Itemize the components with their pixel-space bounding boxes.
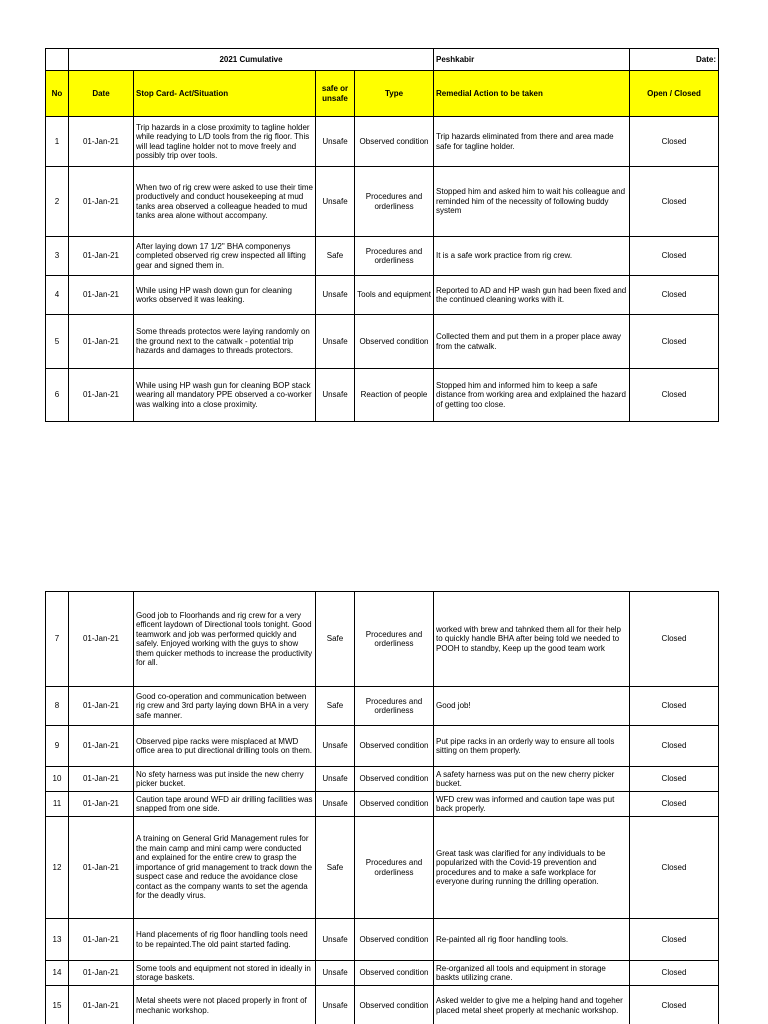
- row-type: Procedures and orderliness: [355, 237, 434, 276]
- row-safety: Unsafe: [316, 792, 355, 817]
- row-act: Good job to Floorhands and rig crew for a very efficent laydown of Directional tools tonight. Good teamwork and job was performed quickly and safely. Enjoyed working with the guys to show them quicker methods to increase the productivity for all.: [134, 592, 316, 687]
- date-label: Date:: [630, 49, 719, 71]
- table-row: [46, 167, 719, 237]
- row-date: 01-Jan-21: [69, 817, 134, 919]
- table-row: [46, 961, 719, 986]
- row-status: Closed: [630, 117, 719, 167]
- row-status: Closed: [630, 167, 719, 237]
- table-row: [46, 592, 719, 687]
- row-type: Procedures and orderliness: [355, 592, 434, 687]
- row-action: Great task was clarified for any individuals to be popularized with the Covid-19 prevention and procedures and to make a safe workplace for everyone during running the drilling operation.: [434, 817, 630, 919]
- title-blank-cell: [46, 49, 69, 71]
- row-safety: Safe: [316, 592, 355, 687]
- row-date: 01-Jan-21: [69, 237, 134, 276]
- row-type: Observed condition: [355, 919, 434, 961]
- row-no: 15: [46, 986, 69, 1024]
- table-row: [46, 369, 719, 422]
- table-row: [46, 276, 719, 315]
- row-act: Some threads protectos were laying randomly on the ground next to the catwalk - potential trip hazards and damages to threads protectors.: [134, 315, 316, 369]
- row-act: Metal sheets were not placed properly in front of mechanic workshop.: [134, 986, 316, 1024]
- row-type: Observed condition: [355, 726, 434, 767]
- row-safety: Unsafe: [316, 369, 355, 422]
- col-header-date: Date: [69, 71, 134, 117]
- stop-card-table-page-1: [45, 48, 719, 422]
- row-safety: Unsafe: [316, 767, 355, 792]
- row-no: 4: [46, 276, 69, 315]
- row-status: Closed: [630, 726, 719, 767]
- row-action: Stopped him and asked him to wait his colleague and reminded him of the necessity of following buddy system: [434, 167, 630, 237]
- row-type: Observed condition: [355, 315, 434, 369]
- row-act: Some tools and equipment not stored in ideally in storage baskets.: [134, 961, 316, 986]
- row-date: 01-Jan-21: [69, 117, 134, 167]
- table-row: [46, 315, 719, 369]
- row-safety: Unsafe: [316, 276, 355, 315]
- row-safety: Safe: [316, 687, 355, 726]
- row-date: 01-Jan-21: [69, 986, 134, 1024]
- table-row: [46, 237, 719, 276]
- row-status: Closed: [630, 592, 719, 687]
- table-row: [46, 817, 719, 919]
- row-no: 12: [46, 817, 69, 919]
- row-action: Trip hazards eliminated from there and area made safe for tagline holder.: [434, 117, 630, 167]
- row-safety: Unsafe: [316, 167, 355, 237]
- row-action: Re-organized all tools and equipment in storage baskts utilizing crane.: [434, 961, 630, 986]
- row-status: Closed: [630, 369, 719, 422]
- row-date: 01-Jan-21: [69, 315, 134, 369]
- table-row: [46, 726, 719, 767]
- stop-card-table-page-2: [45, 591, 719, 1024]
- row-act: When two of rig crew were asked to use their time productively and conduct housekeeping at mud tanks area observed a colleague headed to mud tanks area alone without accompany.: [134, 167, 316, 237]
- row-action: It is a safe work practice from rig crew.: [434, 237, 630, 276]
- row-type: Procedures and orderliness: [355, 817, 434, 919]
- row-no: 7: [46, 592, 69, 687]
- row-no: 10: [46, 767, 69, 792]
- row-type: Observed condition: [355, 961, 434, 986]
- location-name: Peshkabir: [434, 49, 630, 71]
- row-status: Closed: [630, 919, 719, 961]
- row-safety: Unsafe: [316, 117, 355, 167]
- row-type: Reaction of people: [355, 369, 434, 422]
- row-action: worked with brew and tahnked them all for their help to quickly handle BHA after being told we needed to POOH to standby, Keep up the good team work: [434, 592, 630, 687]
- table-row: [46, 986, 719, 1024]
- row-date: 01-Jan-21: [69, 369, 134, 422]
- row-status: Closed: [630, 767, 719, 792]
- row-status: Closed: [630, 961, 719, 986]
- row-date: 01-Jan-21: [69, 919, 134, 961]
- row-act: Hand placements of rig floor handling tools need to be repainted.The old paint started fading.: [134, 919, 316, 961]
- row-action: Asked welder to give me a helping hand and togeher placed metal sheet properly at mechanic workshop.: [434, 986, 630, 1024]
- col-header-no: No: [46, 71, 69, 117]
- row-action: Stopped him and informed him to keep a safe distance from working area and exlplained the hazard of getting too close.: [434, 369, 630, 422]
- row-date: 01-Jan-21: [69, 792, 134, 817]
- row-action: Put pipe racks in an orderly way to ensure all tools sitting on them properly.: [434, 726, 630, 767]
- row-status: Closed: [630, 315, 719, 369]
- row-type: Observed condition: [355, 117, 434, 167]
- column-header-row: [46, 71, 719, 117]
- row-type: Procedures and orderliness: [355, 167, 434, 237]
- row-act: A training on General Grid Management rules for the main camp and mini camp were conducted and explained for the entire crew to grasp the importance of grid management to track down the suspect case and reduce the avoidance close contact as the company wants to set the agenda for the deadly virus.: [134, 817, 316, 919]
- row-action: Collected them and put them in a proper place away from the catwalk.: [434, 315, 630, 369]
- col-header-action: Remedial Action to be taken: [434, 71, 630, 117]
- row-date: 01-Jan-21: [69, 687, 134, 726]
- col-header-act: Stop Card- Act/Situation: [134, 71, 316, 117]
- col-header-status: Open / Closed: [630, 71, 719, 117]
- row-no: 8: [46, 687, 69, 726]
- row-act: While using HP wash down gun for cleaning works observed it was leaking.: [134, 276, 316, 315]
- row-date: 01-Jan-21: [69, 726, 134, 767]
- row-status: Closed: [630, 792, 719, 817]
- row-no: 9: [46, 726, 69, 767]
- row-safety: Safe: [316, 817, 355, 919]
- row-safety: Unsafe: [316, 986, 355, 1024]
- row-date: 01-Jan-21: [69, 276, 134, 315]
- row-type: Tools and equipment: [355, 276, 434, 315]
- row-act: No sfety harness was put inside the new cherry picker bucket.: [134, 767, 316, 792]
- row-act: Observed pipe racks were misplaced at MWD office area to put directional drilling tools on them.: [134, 726, 316, 767]
- row-no: 3: [46, 237, 69, 276]
- row-action: WFD crew was informed and caution tape was put back properly.: [434, 792, 630, 817]
- row-type: Procedures and orderliness: [355, 687, 434, 726]
- table-row: [46, 767, 719, 792]
- row-status: Closed: [630, 276, 719, 315]
- row-act: While using HP wash gun for cleaning BOP stack wearing all mandatory PPE observed a co-worker was walking into a close proximity.: [134, 369, 316, 422]
- row-safety: Unsafe: [316, 315, 355, 369]
- row-no: 6: [46, 369, 69, 422]
- table-row: [46, 687, 719, 726]
- row-safety: Safe: [316, 237, 355, 276]
- row-no: 14: [46, 961, 69, 986]
- row-status: Closed: [630, 817, 719, 919]
- report-title: 2021 Cumulative: [69, 49, 434, 71]
- row-act: Trip hazards in a close proximity to tagline holder while readying to L/D tools from the rig floor. This will lead tagline holder not to move freely and possibly trip over tools.: [134, 117, 316, 167]
- row-action: Re-painted all rig floor handling tools.: [434, 919, 630, 961]
- row-action: Good job!: [434, 687, 630, 726]
- col-header-type: Type: [355, 71, 434, 117]
- row-date: 01-Jan-21: [69, 592, 134, 687]
- row-act: After laying down 17 1/2" BHA componenys completed observed rig crew inspected all lifting gear and signed them in.: [134, 237, 316, 276]
- row-date: 01-Jan-21: [69, 167, 134, 237]
- table-row: [46, 792, 719, 817]
- row-status: Closed: [630, 687, 719, 726]
- table-row: [46, 919, 719, 961]
- row-safety: Unsafe: [316, 919, 355, 961]
- row-date: 01-Jan-21: [69, 767, 134, 792]
- row-act: Caution tape around WFD air drilling facilities was snapped from one side.: [134, 792, 316, 817]
- col-header-safety: safe or unsafe: [316, 71, 355, 117]
- row-safety: Unsafe: [316, 726, 355, 767]
- row-no: 1: [46, 117, 69, 167]
- row-status: Closed: [630, 237, 719, 276]
- row-safety: Unsafe: [316, 961, 355, 986]
- row-no: 2: [46, 167, 69, 237]
- row-type: Observed condition: [355, 767, 434, 792]
- row-action: Reported to AD and HP wash gun had been fixed and the continued cleaning works with it.: [434, 276, 630, 315]
- row-action: A safety harness was put on the new cherry picker bucket.: [434, 767, 630, 792]
- row-type: Observed condition: [355, 986, 434, 1024]
- table-row: [46, 117, 719, 167]
- row-date: 01-Jan-21: [69, 961, 134, 986]
- row-type: Observed condition: [355, 792, 434, 817]
- row-no: 5: [46, 315, 69, 369]
- row-status: Closed: [630, 986, 719, 1024]
- title-row: [46, 49, 719, 71]
- row-no: 11: [46, 792, 69, 817]
- row-no: 13: [46, 919, 69, 961]
- row-act: Good co-operation and communication between rig crew and 3rd party laying down BHA in a very safe manner.: [134, 687, 316, 726]
